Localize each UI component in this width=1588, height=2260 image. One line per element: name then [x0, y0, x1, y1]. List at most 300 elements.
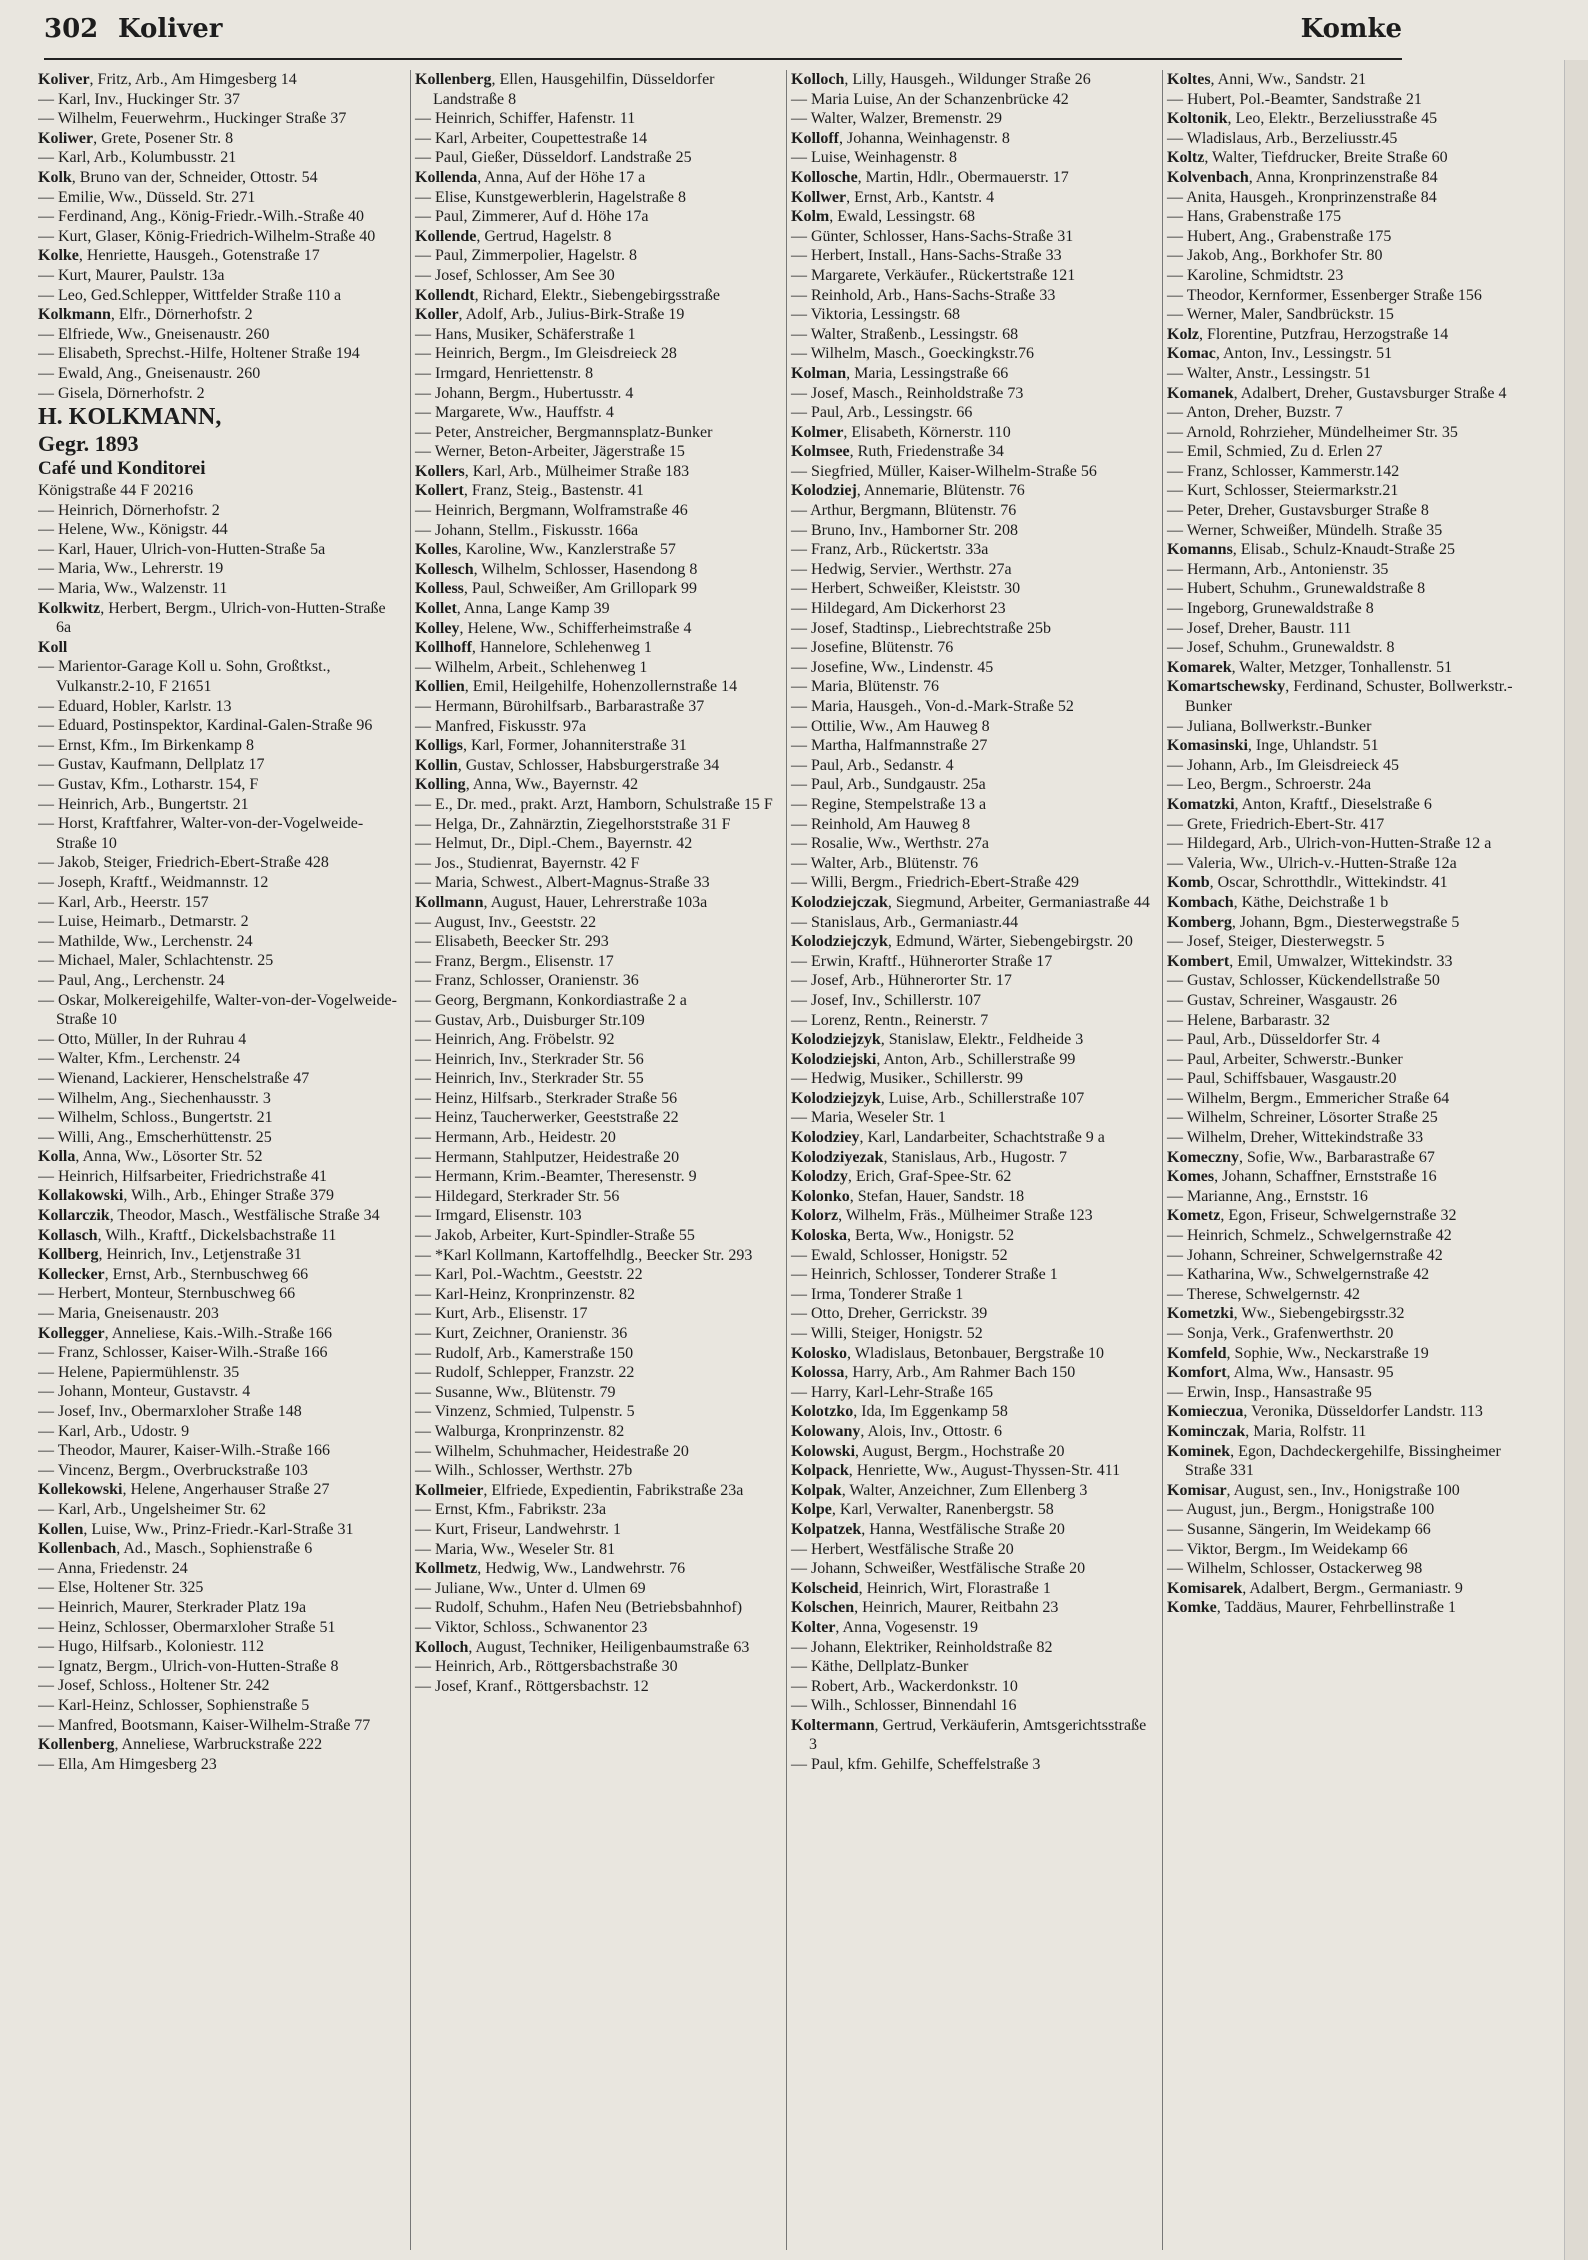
entry-text: — Karl, Inv., Huckinger Str. 37 [38, 90, 241, 108]
entry-text: — Anna, Friedenstr. 24 [38, 1559, 188, 1577]
directory-entry [415, 325, 777, 345]
surname: Koliwer [38, 129, 94, 147]
entry-text: — Wilhelm, Feuerwehrm., Huckinger Straße 37 [38, 110, 347, 128]
directory-entry [1167, 658, 1529, 678]
surname: Kolodzy [791, 1168, 848, 1186]
directory-entry [38, 1186, 400, 1206]
directory-entry [415, 599, 777, 619]
entry-text: — *Karl Kollmann, Kartoffelhdlg., Beecker Str. 293 [415, 1246, 753, 1264]
entry-text: — Manfred, Bootsmann, Kaiser-Wilhelm-Straße 77 [38, 1716, 371, 1734]
entry-text: — Josef, Inv., Obermarxloher Straße 148 [38, 1403, 302, 1420]
entry-text: — Johann, Bergm., Hubertusstr. 4 [415, 384, 634, 402]
surname: Koltes [1167, 71, 1211, 88]
surname: Kollendt [415, 286, 475, 304]
entry-text: — Franz, Schlosser, Oranienstr. 36 [415, 972, 639, 990]
entry-text: — Johann, Arb., Im Gleisdreieck 45 [1167, 756, 1399, 774]
entry-text: — Margarete, Ww., Hauffstr. 4 [415, 404, 614, 422]
entry-text: — Walburga, Kronprinzenstr. 82 [415, 1422, 625, 1440]
entry-text: , Oscar, Schrotthdlr., Wittekindstr. 41 [1209, 874, 1448, 892]
entry-text: , Ad., Masch., Sophienstraße 6 [116, 1540, 313, 1558]
directory-entry [415, 364, 777, 384]
entry-text: , Annemarie, Blütenstr. 76 [856, 482, 1025, 500]
directory-entry [38, 657, 400, 696]
entry-text: — Paul, Arb., Düsseldorfer Str. 4 [1167, 1031, 1380, 1049]
directory-columns [38, 70, 1528, 2250]
directory-entry [1167, 246, 1529, 266]
directory-entry [791, 1128, 1153, 1148]
entry-text: — Maria Luise, An der Schanzenbrücke 42 [791, 90, 1069, 108]
directory-entry [791, 873, 1153, 893]
entry-text: , Richard, Elektr., Siebengebirgsstraße [474, 286, 720, 304]
directory-entry [415, 1383, 777, 1403]
entry-text: — Maria, Schwest., Albert-Magnus-Straße 33 [415, 874, 710, 892]
entry-text: , Luise, Arb., Schillerstraße 107 [880, 1089, 1085, 1107]
surname: Kolschen [791, 1599, 855, 1617]
directory-entry [415, 207, 777, 227]
directory-entry [791, 815, 1153, 835]
directory-entry [415, 815, 777, 835]
entry-text: — Irmgard, Elisenstr. 103 [415, 1207, 582, 1225]
entry-text: — Walter, Anstr., Lessingstr. 51 [1167, 364, 1371, 382]
directory-entry [38, 207, 400, 227]
directory-entry [791, 1540, 1153, 1560]
directory-entry [415, 521, 777, 541]
directory-entry [38, 1324, 400, 1344]
entry-text: — Michael, Maler, Schlachtenstr. 25 [38, 952, 274, 970]
directory-entry [38, 1030, 400, 1050]
entry-text: Café und Konditorei [38, 458, 206, 480]
directory-entry [1167, 1442, 1529, 1481]
entry-text: — Karl, Arbeiter, Coupettestraße 14 [415, 129, 648, 147]
directory-entry [1167, 521, 1529, 541]
entry-text: — Paul, Ang., Lerchenstr. 24 [38, 971, 225, 989]
directory-entry [415, 1011, 777, 1031]
directory-entry [38, 286, 400, 306]
surname: Kolkmann [38, 306, 111, 324]
entry-text: , Ewald, Lessingstr. 68 [829, 208, 975, 226]
directory-entry [415, 188, 777, 208]
directory-entry [415, 1206, 777, 1226]
surname: Koltermann [791, 1716, 875, 1734]
directory-entry [415, 1579, 777, 1599]
directory-entry [791, 1638, 1153, 1658]
entry-text: — Kurt, Maurer, Paulstr. 13a [38, 266, 225, 284]
directory-entry [38, 501, 400, 521]
directory-entry [791, 1598, 1153, 1618]
directory-entry [1167, 1481, 1529, 1501]
entry-text: — Walter, Straßenb., Lessingstr. 68 [791, 325, 1019, 343]
entry-text: , Emil, Umwalzer, Wittekindstr. 33 [1229, 952, 1453, 970]
entry-text: — Heinrich, Inv., Sterkrader Str. 56 [415, 1050, 644, 1068]
directory-entry [38, 1735, 400, 1755]
surname: Kollmann [415, 893, 484, 911]
directory-entry [791, 188, 1153, 208]
surname: Kominczak [1167, 1422, 1246, 1440]
directory-entry [415, 1442, 777, 1462]
entry-text: , Walter, Tiefdrucker, Breite Straße 60 [1204, 149, 1448, 167]
directory-entry [415, 560, 777, 580]
entry-text: — Regine, Stempelstraße 13 a [791, 795, 987, 813]
directory-entry [415, 344, 777, 364]
entry-text: — Walter, Walzer, Bremenstr. 29 [791, 110, 1003, 128]
entry-text: , Franz, Steig., Bastenstr. 41 [463, 482, 644, 500]
entry-text: , Anna, Kronprinzenstraße 84 [1248, 168, 1438, 186]
directory-entry [791, 834, 1153, 854]
entry-text: — Hedwig, Servier., Werthstr. 27a [791, 560, 1012, 578]
entry-text: — Leo, Ged.Schlepper, Wittfelder Straße 110 a [38, 286, 342, 304]
entry-text: — Heinrich, Schiffer, Hafenstr. 11 [415, 110, 636, 128]
entry-text: — Bruno, Inv., Hamborner Str. 208 [791, 521, 1018, 539]
directory-entry [1167, 501, 1529, 521]
directory-entry [38, 1559, 400, 1579]
entry-text: , Ernst, Arb., Sternbuschweg 66 [104, 1265, 309, 1283]
entry-text: — Hermann, Stahlputzer, Heidestraße 20 [415, 1148, 680, 1166]
entry-text: — Jos., Studienrat, Bayernstr. 42 F [415, 854, 640, 872]
entry-text: , Gustav, Schlosser, Habsburgerstraße 34 [457, 756, 720, 774]
directory-entry [1167, 227, 1529, 247]
directory-entry [1167, 148, 1529, 168]
surname: Kollenberg [415, 71, 492, 88]
surname: Kolossa [791, 1364, 845, 1382]
surname: Kollende [415, 227, 477, 245]
directory-entry [38, 638, 400, 658]
entry-text: — Ernst, Kfm., Im Birkenkamp 8 [38, 736, 254, 754]
directory-entry [1167, 834, 1529, 854]
surname: Komanek [1167, 384, 1234, 402]
entry-text: , Wladislaus, Betonbauer, Bergstraße 10 [847, 1344, 1104, 1362]
entry-text: — Herbert, Schweißer, Kleiststr. 30 [791, 580, 1021, 598]
surname: Kolodziejzyk [791, 1089, 881, 1107]
entry-text: , Veronika, Düsseldorfer Landstr. 113 [1243, 1403, 1483, 1421]
header-first-entry: Koliver [118, 14, 223, 44]
entry-text: — Mathilde, Ww., Lerchenstr. 24 [38, 932, 253, 950]
directory-entry [415, 991, 777, 1011]
directory-entry [415, 1167, 777, 1187]
directory-entry [38, 775, 400, 795]
directory-entry [1167, 873, 1529, 893]
directory-entry [38, 1049, 400, 1069]
directory-entry [791, 1402, 1153, 1422]
entry-text: — Karl, Hauer, Ulrich-von-Hutten-Straße 5a [38, 540, 326, 558]
directory-entry [791, 305, 1153, 325]
entry-text: , Anneliese, Kais.-Wilh.-Straße 166 [104, 1324, 332, 1342]
entry-text: , Anton, Inv., Lessingstr. 51 [1215, 345, 1393, 363]
entry-text: — Gustav, Schlosser, Kückendellstraße 50 [1167, 972, 1440, 990]
directory-entry [415, 305, 777, 325]
directory-entry [38, 90, 400, 110]
surname: Komanns [1167, 541, 1233, 559]
entry-text: , Käthe, Deichstraße 1 b [1233, 893, 1389, 911]
directory-entry [1167, 90, 1529, 110]
directory-entry [791, 1579, 1153, 1599]
surname: Kolodziejczak [791, 893, 888, 911]
directory-entry [791, 1050, 1153, 1070]
directory-entry [1167, 344, 1529, 364]
column-1 [38, 70, 400, 2250]
entry-text: — Paul, Arb., Lessingstr. 66 [791, 404, 973, 422]
directory-entry [38, 853, 400, 873]
directory-entry [415, 1344, 777, 1364]
directory-entry [1167, 1030, 1529, 1050]
entry-text: — August, jun., Bergm., Honigstraße 100 [1167, 1501, 1435, 1519]
directory-entry [38, 520, 400, 540]
directory-entry [38, 736, 400, 756]
entry-text: — Elisabeth, Sprechst.-Hilfe, Holtener Straße 194 [38, 345, 360, 363]
entry-text: , Heinrich, Wirt, Florastraße 1 [858, 1579, 1051, 1597]
entry-text: — Stanislaus, Arb., Germaniastr.44 [791, 913, 1019, 931]
entry-text: — Peter, Anstreicher, Bergmannsplatz-Bunker [415, 423, 713, 441]
entry-text: , Anna, Ww., Lösorter Str. 52 [75, 1148, 263, 1166]
entry-text: , Wilhelm, Schlosser, Hasendong 8 [473, 560, 698, 578]
directory-entry [791, 1677, 1153, 1697]
entry-text: — Katharina, Ww., Schwelgernstraße 42 [1167, 1266, 1430, 1284]
directory-entry [791, 1442, 1153, 1462]
entry-text: — Vinzenz, Schmied, Tulpenstr. 5 [415, 1403, 635, 1421]
directory-entry [1167, 423, 1529, 443]
entry-text: — Maria, Ww., Weseler Str. 81 [415, 1540, 616, 1558]
entry-text: — Heinrich, Ang. Fröbelstr. 92 [415, 1031, 615, 1049]
directory-entry [791, 521, 1153, 541]
surname: Komfort [1167, 1364, 1227, 1382]
entry-text: , Egon, Dachdeckergehilfe, Bissingheimer Straße 331 [1185, 1442, 1501, 1480]
entry-text: — Johann, Schweißer, Westfälische Straße 20 [791, 1560, 1086, 1578]
directory-entry [415, 1285, 777, 1305]
directory-entry [415, 1481, 777, 1501]
surname: Kolpe [791, 1501, 832, 1519]
directory-entry [791, 423, 1153, 443]
entry-text: — Ewald, Ang., Gneisenaustr. 260 [38, 364, 261, 382]
entry-text: — Valeria, Ww., Ulrich-v.-Hutten-Straße 12a [1167, 854, 1457, 872]
surname: Kolligs [415, 737, 464, 755]
directory-entry [415, 619, 777, 639]
directory-entry [1167, 1011, 1529, 1031]
entry-text: — Karl-Heinz, Schlosser, Sophienstraße 5 [38, 1696, 310, 1714]
directory-entry [791, 462, 1153, 482]
directory-entry [415, 756, 777, 776]
directory-entry [38, 1167, 400, 1187]
surname: Kolley [415, 619, 460, 637]
directory-entry [415, 1559, 777, 1579]
entry-text: — Karl, Arb., Kolumbusstr. 21 [38, 149, 237, 167]
directory-entry [38, 1676, 400, 1696]
entry-text: , Heinrich, Maurer, Reitbahn 23 [854, 1599, 1059, 1617]
advertisement-line [38, 457, 400, 481]
entry-text: — Käthe, Dellplatz-Bunker [791, 1658, 969, 1676]
surname: Kolla [38, 1148, 76, 1166]
directory-entry [38, 481, 400, 501]
directory-entry [38, 579, 400, 599]
directory-entry [791, 677, 1153, 697]
directory-entry [415, 1657, 777, 1677]
directory-entry [38, 1363, 400, 1383]
entry-text: — Luise, Weinhagenstr. 8 [791, 149, 957, 167]
entry-text: — Hugo, Hilfsarb., Koloniestr. 112 [38, 1638, 265, 1656]
directory-entry [38, 188, 400, 208]
directory-entry [791, 599, 1153, 619]
directory-entry [791, 90, 1153, 110]
entry-text: , Herbert, Bergm., Ulrich-von-Hutten-Straße 6a [56, 599, 386, 637]
directory-entry [791, 756, 1153, 776]
surname: Kollakowski [38, 1187, 124, 1205]
entry-text: , Florentine, Putzfrau, Herzogstraße 14 [1199, 325, 1449, 343]
directory-entry [415, 913, 777, 933]
directory-entry [1167, 1422, 1529, 1442]
entry-text: — Paul, Arbeiter, Schwerstr.-Bunker [1167, 1050, 1403, 1068]
directory-entry [1167, 1324, 1529, 1344]
surname: Kollosche [791, 168, 858, 186]
directory-entry [791, 70, 1153, 90]
directory-entry [791, 344, 1153, 364]
entry-text: — Leo, Bergm., Schroerstr. 24a [1167, 776, 1372, 794]
surname: Komartschewsky [1167, 678, 1286, 696]
entry-text: , Ww., Siebengebirgsstr.32 [1233, 1305, 1405, 1323]
directory-entry [1167, 795, 1529, 815]
entry-text: — Heinz, Hilfsarb., Sterkrader Straße 56 [415, 1089, 678, 1107]
entry-text: , Ernst, Arb., Kantstr. 4 [846, 188, 995, 206]
directory-entry [38, 1284, 400, 1304]
directory-entry [415, 1461, 777, 1481]
directory-entry [415, 1304, 777, 1324]
entry-text: — Franz, Schlosser, Kaiser-Wilh.-Straße 166 [38, 1344, 328, 1362]
entry-text: , Elfr., Dörnerhofstr. 2 [110, 306, 253, 324]
entry-text: , Ruth, Friedenstraße 34 [849, 443, 1004, 461]
directory-entry [791, 325, 1153, 345]
entry-text: — Rudolf, Schlepper, Franzstr. 22 [415, 1364, 635, 1382]
entry-text: — Hedwig, Musiker., Schillerstr. 99 [791, 1070, 1023, 1088]
entry-text: — Horst, Kraftfahrer, Walter-von-der-Vogelweide-Straße 10 [38, 815, 364, 852]
directory-entry [1167, 619, 1529, 639]
surname: Kolodziejczyk [791, 933, 888, 951]
directory-entry [415, 971, 777, 991]
directory-entry [415, 1363, 777, 1383]
surname: Kolless [415, 580, 464, 598]
entry-text: — Josef, Steiger, Diesterwegstr. 5 [1167, 933, 1385, 951]
directory-entry [415, 736, 777, 756]
directory-entry [791, 109, 1153, 129]
entry-text: — Josef, Masch., Reinholdstraße 73 [791, 384, 1024, 402]
directory-entry [1167, 991, 1529, 1011]
surname: Kolman [791, 364, 847, 382]
entry-text: , Ferdinand, Schuster, Bollwerkstr.-Bunker [1185, 678, 1513, 715]
entry-text: — Jakob, Steiger, Friedrich-Ebert-Straße 428 [38, 854, 329, 872]
directory-entry [38, 1539, 400, 1559]
entry-text: — Willi, Steiger, Honigstr. 52 [791, 1325, 983, 1342]
directory-entry [1167, 1089, 1529, 1109]
directory-entry [38, 1480, 400, 1500]
entry-text: — Walter, Kfm., Lerchenstr. 24 [38, 1050, 241, 1068]
surname: Kollert [415, 482, 464, 500]
entry-text: , Adolf, Arb., Julius-Birk-Straße 19 [458, 306, 685, 324]
entry-text: , Sophie, Ww., Neckarstraße 19 [1226, 1344, 1429, 1362]
entry-text: — Arthur, Bergmann, Blütenstr. 76 [791, 502, 1017, 520]
entry-text: , Karl, Verwalter, Ranenbergstr. 58 [831, 1501, 1054, 1519]
entry-text: — Elise, Kunstgewerblerin, Hagelstraße 8 [415, 188, 687, 206]
entry-text: Gegr. 1893 [38, 431, 139, 457]
surname: Kolodziej [791, 482, 857, 500]
entry-text: — Wilhelm, Masch., Goeckingkstr.76 [791, 345, 1035, 363]
surname: Kollin [415, 756, 458, 774]
entry-text: — Günter, Schlosser, Hans-Sachs-Straße 31 [791, 227, 1074, 245]
entry-text: — Herbert, Monteur, Sternbuschweg 66 [38, 1285, 296, 1303]
directory-entry [791, 893, 1153, 913]
directory-entry [38, 1382, 400, 1402]
directory-entry [1167, 1187, 1529, 1207]
directory-entry [791, 1324, 1153, 1344]
surname: Kolloff [791, 129, 839, 147]
entry-text: , Elisabeth, Körnerstr. 110 [843, 423, 1011, 441]
directory-entry [38, 1265, 400, 1285]
directory-entry [38, 697, 400, 717]
directory-entry [1167, 1265, 1529, 1285]
entry-text: — Herbert, Install., Hans-Sachs-Straße 33 [791, 247, 1062, 265]
directory-entry [415, 227, 777, 247]
entry-text: — Maria, Weseler Str. 1 [791, 1109, 946, 1127]
entry-text: — Maria, Gneisenaustr. 203 [38, 1305, 219, 1323]
entry-text: — Ingeborg, Grunewaldstraße 8 [1167, 600, 1374, 618]
entry-text: — Gustav, Kfm., Lotharstr. 154, F [38, 776, 259, 793]
entry-text: — Wilhelm, Schloss., Bungertstr. 21 [38, 1109, 273, 1127]
directory-entry [1167, 1050, 1529, 1070]
entry-text: , Wilhelm, Fräs., Mülheimer Straße 123 [838, 1207, 1093, 1225]
entry-text: , Siegmund, Arbeiter, Germaniastraße 44 [887, 893, 1150, 911]
surname: Kolk [38, 168, 72, 186]
entry-text: — Irmgard, Henriettenstr. 8 [415, 364, 594, 382]
entry-text: — Lorenz, Rentn., Reinerstr. 7 [791, 1011, 989, 1029]
directory-entry [791, 442, 1153, 462]
entry-text: , Erich, Graf-Spee-Str. 62 [847, 1168, 1012, 1186]
surname: Kominek [1167, 1442, 1231, 1460]
entry-text: — Paul, Arb., Sundgaustr. 25a [791, 776, 986, 794]
entry-text: — Josef, Arb., Hühnerorter Str. 17 [791, 972, 1012, 990]
entry-text: — Paul, Schiffsbauer, Wasgaustr.20 [1167, 1070, 1397, 1088]
advertisement-line [38, 431, 400, 457]
directory-entry [1167, 677, 1529, 716]
directory-entry [791, 481, 1153, 501]
directory-entry [415, 1148, 777, 1168]
directory-entry [1167, 579, 1529, 599]
entry-text: — Josef, Schloss., Holtener Str. 242 [38, 1677, 270, 1695]
entry-text: — Peter, Dreher, Gustavsburger Straße 8 [1167, 502, 1429, 520]
directory-entry [38, 1128, 400, 1148]
surname: Kollet [415, 600, 457, 618]
entry-text: , Anton, Kraftf., Dieselstraße 6 [1234, 795, 1432, 813]
directory-entry [415, 952, 777, 972]
surname: Kollekowski [38, 1481, 123, 1499]
surname: Kolodziyezak [791, 1148, 884, 1166]
directory-entry [38, 1441, 400, 1461]
directory-entry [38, 971, 400, 991]
entry-text: — Hubert, Schuhm., Grunewaldstraße 8 [1167, 580, 1426, 598]
directory-entry [1167, 1226, 1529, 1246]
directory-entry [38, 70, 400, 90]
directory-entry [38, 1245, 400, 1265]
directory-entry [791, 1148, 1153, 1168]
entry-text: — Juliane, Ww., Unter d. Ulmen 69 [415, 1579, 646, 1597]
entry-text: — Josef, Inv., Schillerstr. 107 [791, 991, 982, 1009]
column-3 [786, 70, 1153, 2250]
entry-text: , Anna, Lange Kamp 39 [456, 600, 610, 618]
surname: Kollegger [38, 1324, 105, 1342]
directory-entry [415, 442, 777, 462]
directory-entry [38, 129, 400, 149]
entry-text: , Elfriede, Expedientin, Fabrikstraße 23a [483, 1481, 744, 1499]
entry-text: , Stefan, Hauer, Sandstr. 18 [849, 1187, 1025, 1205]
surname: Komac [1167, 345, 1216, 363]
directory-entry [791, 1657, 1153, 1677]
directory-entry [38, 344, 400, 364]
entry-text: , Martin, Hdlr., Obermauerstr. 17 [857, 168, 1069, 186]
surname: Komisar [1167, 1481, 1227, 1499]
